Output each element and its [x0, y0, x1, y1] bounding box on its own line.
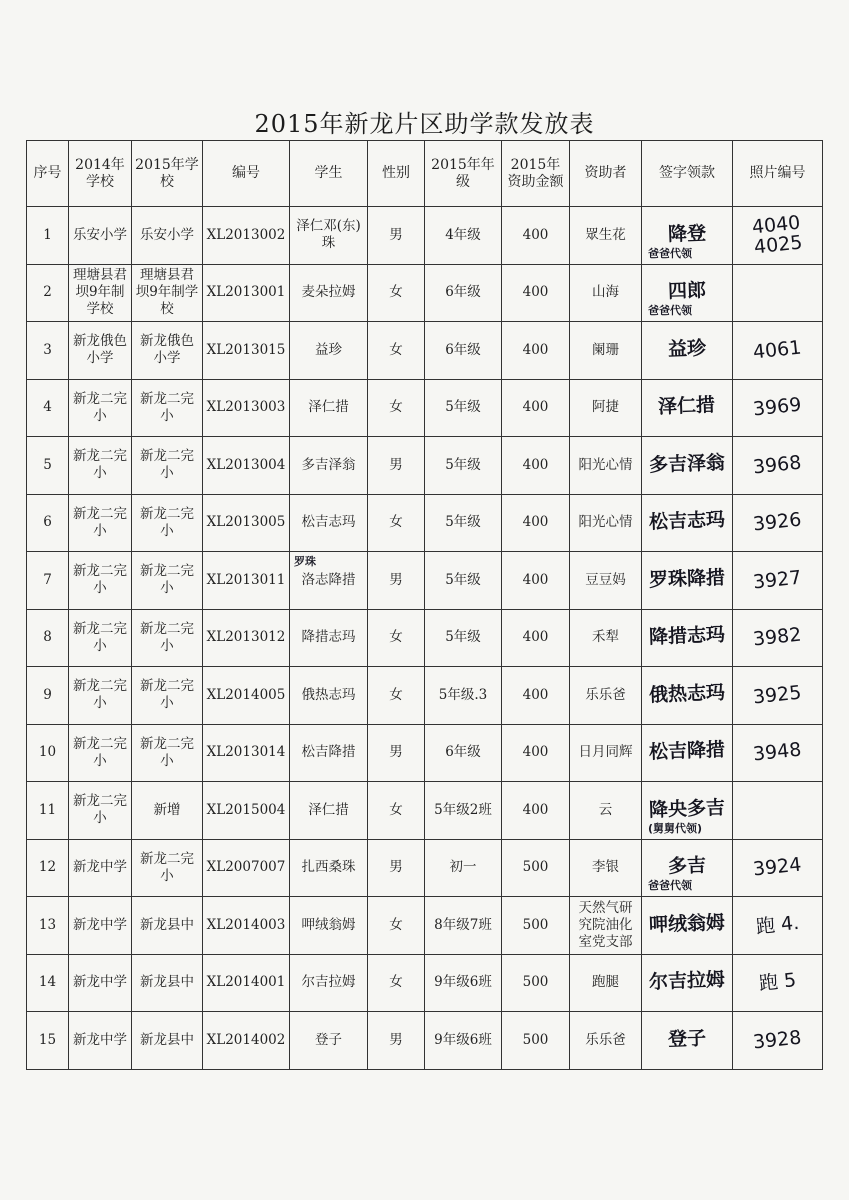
cell-gender: 男: [368, 552, 425, 610]
cell-gender: 女: [368, 494, 425, 552]
cell-signature: [642, 379, 733, 437]
column-header-school-2014: 2014年学校: [69, 141, 132, 207]
cell-amount: 400: [502, 494, 570, 552]
handwritten-signature: 多吉泽翁: [648, 451, 726, 477]
cell-amount: 400: [502, 379, 570, 437]
cell-sponsor: 跑腿: [570, 954, 642, 1012]
cell-gender: 女: [368, 379, 425, 437]
column-header-sponsor: 资助者: [570, 141, 642, 207]
cell-student: [290, 839, 368, 897]
cell-grade: 4年级: [425, 207, 502, 265]
cell-photo-number: [733, 437, 823, 495]
cell-signature: [642, 494, 733, 552]
cell-sponsor: 阿捷: [570, 379, 642, 437]
column-header-photo-no: 照片编号: [733, 141, 823, 207]
cell-amount: 400: [502, 552, 570, 610]
cell-no: 2: [27, 264, 69, 322]
cell-gender: 女: [368, 782, 425, 840]
table-row: [27, 782, 823, 840]
cell-grade: 5年级: [425, 494, 502, 552]
cell-no: 9: [27, 667, 69, 725]
cell-amount: 500: [502, 897, 570, 955]
cell-photo-number: [733, 782, 823, 840]
student-name: 降措志玛: [301, 629, 356, 646]
table-row: [27, 264, 823, 322]
student-name: 松吉降措: [301, 744, 356, 761]
cell-grade: 9年级6班: [425, 1012, 502, 1070]
cell-photo-number: [733, 494, 823, 552]
cell-no: 1: [27, 207, 69, 265]
cell-signature: [642, 552, 733, 610]
column-header-gender: 性别: [368, 141, 425, 207]
cell-id: XL2014005: [203, 667, 290, 725]
cell-student: [290, 667, 368, 725]
student-name: 登子: [315, 1031, 342, 1048]
cell-id: XL2013002: [203, 207, 290, 265]
cell-no: 8: [27, 609, 69, 667]
cell-amount: 500: [502, 1012, 570, 1070]
student-name: 尔吉拉姆: [301, 974, 356, 991]
column-header-id: 编号: [203, 141, 290, 207]
handwritten-photo-number: 3927: [752, 566, 803, 594]
cell-gender: 女: [368, 609, 425, 667]
handwritten-signature: 尔吉拉姆: [648, 968, 726, 994]
handwritten-photo-number: 3982: [752, 623, 803, 651]
cell-signature: [642, 437, 733, 495]
table-row: [27, 954, 823, 1012]
cell-gender: 女: [368, 322, 425, 380]
cell-signature: [642, 782, 733, 840]
cell-school2015: 理塘县君坝9年制学校: [132, 264, 203, 322]
handwritten-signature: 多吉: [667, 854, 707, 878]
column-header-school-2015: 2015年学校: [132, 141, 203, 207]
cell-school2015: 新增: [132, 782, 203, 840]
cell-school2014: 理塘县君坝9年制学校: [69, 264, 132, 322]
cell-id: XL2015004: [203, 782, 290, 840]
cell-sponsor: 乐乐爸: [570, 667, 642, 725]
table-row: [27, 552, 823, 610]
cell-photo-number: [733, 667, 823, 725]
handwritten-photo-number: 3924: [752, 853, 803, 881]
handwritten-photo-number: 跑 5: [757, 969, 798, 996]
cell-grade: 5年级.3: [425, 667, 502, 725]
cell-signature: [642, 897, 733, 955]
handwritten-signature: 呷绒翁姆: [648, 911, 726, 937]
cell-signature: [642, 1012, 733, 1070]
table-row: [27, 322, 823, 380]
cell-school2015: 新龙县中: [132, 1012, 203, 1070]
cell-grade: 5年级: [425, 609, 502, 667]
cell-no: 5: [27, 437, 69, 495]
cell-school2015: 新龙二完小: [132, 494, 203, 552]
cell-school2015: 乐安小学: [132, 207, 203, 265]
cell-gender: 男: [368, 437, 425, 495]
handwritten-photo-number: 4061: [752, 336, 803, 364]
cell-gender: 女: [368, 954, 425, 1012]
cell-sponsor: 阳光心情: [570, 437, 642, 495]
handwritten-signature: 松吉降措: [648, 738, 726, 764]
cell-no: 7: [27, 552, 69, 610]
cell-school2014: 新龙二完小: [69, 494, 132, 552]
cell-gender: 女: [368, 264, 425, 322]
cell-school2015: 新龙二完小: [132, 379, 203, 437]
handwritten-signature: 罗珠降措: [648, 566, 726, 592]
cell-school2014: 新龙二完小: [69, 437, 132, 495]
column-header-grade: 2015年年级: [425, 141, 502, 207]
handwritten-signature-note: 爸爸代领: [648, 246, 692, 260]
cell-sponsor: 禾犁: [570, 609, 642, 667]
cell-photo-number: [733, 839, 823, 897]
cell-gender: 女: [368, 897, 425, 955]
table-row: [27, 379, 823, 437]
handwritten-signature: 益珍: [667, 337, 707, 361]
cell-amount: 400: [502, 667, 570, 725]
cell-student: [290, 264, 368, 322]
cell-sponsor: 天然气研究院油化室党支部: [570, 897, 642, 955]
cell-amount: 400: [502, 437, 570, 495]
student-name: 麦朵拉姆: [301, 284, 356, 301]
cell-student: [290, 954, 368, 1012]
handwritten-signature: 俄热志玛: [648, 681, 726, 707]
cell-gender: 男: [368, 724, 425, 782]
cell-school2014: 新龙俄色小学: [69, 322, 132, 380]
cell-school2015: 新龙二完小: [132, 839, 203, 897]
table-row: [27, 207, 823, 265]
handwritten-signature: 四郎: [667, 279, 707, 303]
cell-amount: 400: [502, 609, 570, 667]
handwritten-student-note: 罗珠: [294, 555, 316, 568]
handwritten-signature: 降央多吉: [648, 796, 726, 822]
cell-student: [290, 379, 368, 437]
cell-sponsor: 阑珊: [570, 322, 642, 380]
cell-grade: 5年级: [425, 552, 502, 610]
cell-photo-number: [733, 207, 823, 265]
student-name: 泽仁措: [308, 399, 349, 416]
table-row: [27, 437, 823, 495]
cell-signature: [642, 609, 733, 667]
cell-school2015: 新龙县中: [132, 954, 203, 1012]
handwritten-photo-number: 3926: [752, 508, 803, 536]
cell-sponsor: 日月同辉: [570, 724, 642, 782]
cell-grade: 6年级: [425, 322, 502, 380]
cell-photo-number: [733, 609, 823, 667]
table-row: [27, 609, 823, 667]
cell-no: 13: [27, 897, 69, 955]
student-name: 泽仁邓(东)珠: [296, 218, 361, 252]
cell-no: 11: [27, 782, 69, 840]
scholarship-table: [26, 140, 823, 1070]
cell-id: XL2013011: [203, 552, 290, 610]
cell-school2014: 新龙中学: [69, 839, 132, 897]
cell-id: XL2013012: [203, 609, 290, 667]
cell-photo-number: [733, 1012, 823, 1070]
student-name: 益珍: [315, 341, 342, 358]
cell-sponsor: 阳光心情: [570, 494, 642, 552]
handwritten-photo-number: 4040 4025: [751, 211, 804, 259]
cell-photo-number: [733, 897, 823, 955]
cell-no: 15: [27, 1012, 69, 1070]
cell-gender: 男: [368, 207, 425, 265]
cell-photo-number: [733, 954, 823, 1012]
cell-sponsor: 李银: [570, 839, 642, 897]
cell-school2014: 新龙中学: [69, 1012, 132, 1070]
cell-student: [290, 782, 368, 840]
cell-amount: 400: [502, 322, 570, 380]
table-row: [27, 667, 823, 725]
cell-amount: 500: [502, 839, 570, 897]
handwritten-photo-number: 跑 4.: [754, 911, 801, 938]
handwritten-signature: 泽仁措: [658, 394, 716, 419]
cell-signature: [642, 724, 733, 782]
column-header-no: 序号: [27, 141, 69, 207]
cell-signature: [642, 322, 733, 380]
cell-school2015: 新龙二完小: [132, 552, 203, 610]
cell-school2014: 新龙二完小: [69, 724, 132, 782]
cell-id: XL2013005: [203, 494, 290, 552]
cell-school2014: 新龙中学: [69, 954, 132, 1012]
student-name: 多吉泽翁: [301, 456, 356, 473]
cell-id: XL2013004: [203, 437, 290, 495]
cell-no: 6: [27, 494, 69, 552]
cell-photo-number: [733, 724, 823, 782]
cell-grade: 初一: [425, 839, 502, 897]
cell-school2014: 乐安小学: [69, 207, 132, 265]
cell-grade: 8年级7班: [425, 897, 502, 955]
cell-school2014: 新龙二完小: [69, 667, 132, 725]
cell-student: [290, 1012, 368, 1070]
student-name: 泽仁措: [308, 801, 349, 818]
cell-signature: [642, 954, 733, 1012]
table-row: [27, 494, 823, 552]
cell-photo-number: [733, 322, 823, 380]
cell-id: XL2007007: [203, 839, 290, 897]
cell-id: XL2013014: [203, 724, 290, 782]
cell-amount: 400: [502, 782, 570, 840]
cell-signature: [642, 839, 733, 897]
cell-sponsor: 山海: [570, 264, 642, 322]
cell-grade: 5年级: [425, 437, 502, 495]
cell-grade: 9年级6班: [425, 954, 502, 1012]
cell-no: 4: [27, 379, 69, 437]
student-name: 扎西桑珠: [301, 859, 356, 876]
table-row: [27, 839, 823, 897]
cell-no: 3: [27, 322, 69, 380]
cell-no: 12: [27, 839, 69, 897]
student-name: 呷绒翁姆: [301, 916, 356, 933]
cell-signature: [642, 667, 733, 725]
cell-amount: 400: [502, 207, 570, 265]
cell-photo-number: [733, 264, 823, 322]
cell-grade: 5年级2班: [425, 782, 502, 840]
handwritten-photo-number: 3925: [752, 681, 803, 709]
cell-student: [290, 552, 368, 610]
handwritten-signature: 降登: [667, 222, 707, 246]
cell-sponsor: 豆豆妈: [570, 552, 642, 610]
handwritten-signature: 松吉志玛: [648, 508, 726, 534]
page-title: 2015年新龙片区助学款发放表: [254, 110, 595, 138]
column-header-student: 学生: [290, 141, 368, 207]
table-header-row: [27, 141, 823, 207]
cell-amount: 400: [502, 724, 570, 782]
handwritten-photo-number: 3969: [752, 393, 803, 421]
cell-school2015: 新龙二完小: [132, 609, 203, 667]
table-body: [27, 207, 823, 1070]
cell-id: XL2013003: [203, 379, 290, 437]
cell-sponsor: 眾生花: [570, 207, 642, 265]
cell-amount: 500: [502, 954, 570, 1012]
student-name: 松吉志玛: [301, 514, 356, 531]
table-row: [27, 724, 823, 782]
cell-signature: [642, 207, 733, 265]
handwritten-signature-note: 爸爸代领: [648, 879, 692, 892]
cell-no: 14: [27, 954, 69, 1012]
cell-school2015: 新龙二完小: [132, 724, 203, 782]
cell-student: [290, 724, 368, 782]
cell-grade: 5年级: [425, 379, 502, 437]
handwritten-photo-number: 3928: [752, 1026, 803, 1054]
cell-student: [290, 494, 368, 552]
column-header-signature: 签字领款: [642, 141, 733, 207]
student-name: 洛志降措: [301, 571, 356, 588]
cell-school2015: 新龙俄色小学: [132, 322, 203, 380]
cell-student: [290, 897, 368, 955]
cell-school2014: 新龙二完小: [69, 379, 132, 437]
cell-grade: 6年级: [425, 264, 502, 322]
cell-school2014: 新龙二完小: [69, 552, 132, 610]
cell-student: [290, 437, 368, 495]
cell-school2015: 新龙县中: [132, 897, 203, 955]
handwritten-signature: 登子: [667, 1027, 707, 1051]
cell-id: XL2013001: [203, 264, 290, 322]
student-name: 俄热志玛: [301, 686, 356, 703]
cell-school2015: 新龙二完小: [132, 667, 203, 725]
handwritten-signature: 降措志玛: [648, 623, 726, 649]
cell-photo-number: [733, 552, 823, 610]
cell-signature: [642, 264, 733, 322]
cell-school2015: 新龙二完小: [132, 437, 203, 495]
cell-grade: 6年级: [425, 724, 502, 782]
cell-student: [290, 609, 368, 667]
cell-id: XL2014002: [203, 1012, 290, 1070]
handwritten-photo-number: 3968: [752, 451, 803, 479]
cell-gender: 男: [368, 839, 425, 897]
cell-school2014: 新龙二完小: [69, 782, 132, 840]
handwritten-photo-number: 3948: [752, 738, 803, 766]
cell-school2014: 新龙中学: [69, 897, 132, 955]
column-header-amount: 2015年资助金额: [502, 141, 570, 207]
cell-student: [290, 322, 368, 380]
cell-school2014: 新龙二完小: [69, 609, 132, 667]
cell-sponsor: 云: [570, 782, 642, 840]
cell-amount: 400: [502, 264, 570, 322]
cell-sponsor: 乐乐爸: [570, 1012, 642, 1070]
cell-id: XL2013015: [203, 322, 290, 380]
cell-student: [290, 207, 368, 265]
cell-photo-number: [733, 379, 823, 437]
table-row: [27, 1012, 823, 1070]
table-row: [27, 897, 823, 955]
handwritten-signature-note: (舅舅代领): [648, 821, 703, 835]
handwritten-signature-note: 爸爸代领: [648, 304, 692, 317]
cell-gender: 男: [368, 1012, 425, 1070]
cell-id: XL2014003: [203, 897, 290, 955]
cell-id: XL2014001: [203, 954, 290, 1012]
cell-gender: 女: [368, 667, 425, 725]
cell-no: 10: [27, 724, 69, 782]
